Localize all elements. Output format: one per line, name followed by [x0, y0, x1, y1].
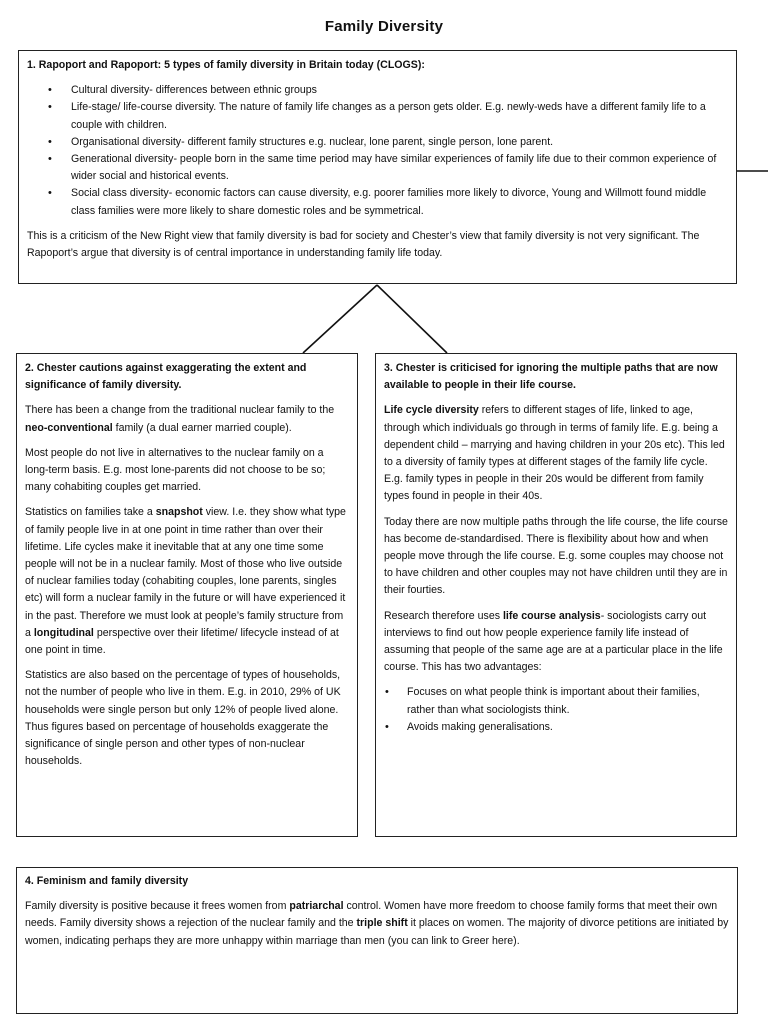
bullet-icon: • [48, 84, 52, 97]
box-paragraph: Research therefore uses life course analysis- sociologists carry out interviews to find out how people experience family life instead of assuming that people of the same age are at a particular place in the life course. This has two advantages: [384, 609, 723, 674]
connector-right-line [377, 285, 447, 353]
connector-left-line [303, 285, 377, 353]
box-paragraph: Most people do not live in alternatives to the nuclear family on a long-term basis. E.g. most lone-parents did not choose to be so; many cohabiting couples get married. [25, 446, 326, 494]
box-paragraph: Life cycle diversity refers to different stages of life, linked to age, through which individuals go through in terms of family life. E.g. being a dependent child – marrying and having children in your 20s etc). This led to a diversity of family types at different stages of the family life cycle. E.g. family types in people in their 20s would be different from family types found in people in their 40s. [384, 404, 725, 503]
list-item: • Generational diversity- people born in the same time period may have similar experiences of family life due to their common experience of wider social and historical events. [48, 153, 717, 183]
bullet-icon: • [48, 101, 52, 114]
bullet-icon: • [48, 187, 52, 200]
box-feminism [16, 867, 738, 1014]
bullet-icon: • [385, 686, 389, 699]
list-item: • Life-stage/ life-course diversity. The nature of family life changes as a person gets older. E.g. newly-weds have a different family life to a couple with children. [48, 101, 706, 131]
bullet-icon: • [48, 135, 52, 148]
page-title: Family Diversity [324, 18, 444, 35]
list-item: • Organisational diversity- different family structures e.g. nuclear, lone parent, single person, lone parent. [27, 134, 728, 151]
box-heading: 3. Chester is criticised for ignoring the multiple paths that are now available to people in their life course. [384, 362, 718, 392]
box-paragraph: Today there are now multiple paths through the life course, the life course has become de-standardised. There is flexibility about how and when people move through the life course. E.g. some couples may choose not to have children and other couples may not have children until they are in their fourties. [384, 515, 728, 597]
box-heading: 2. Chester cautions against exaggerating the extent and significance of family diversity. [25, 362, 307, 392]
box-heading: 1. Rapoport and Rapoport: 5 types of family diversity in Britain today (CLOGS): [27, 59, 425, 71]
box-chester-cautions [16, 353, 358, 837]
box-chester-criticised [375, 353, 737, 837]
clogs-list [27, 82, 728, 220]
bullet-icon: • [48, 153, 52, 166]
box-rapoport [18, 50, 737, 284]
box-paragraph: Statistics on families take a snapshot view. I.e. they show what type of family people live in at one point in time rather than over their lifetime. Life cycles make it inevitable that at any one time some people will not be in a nuclear family. Most of those who live outside of nuclear families today (cohabiting couples, lone parents, singles etc) will form a nuclear family in the future or will have experienced it in the past. Therefore we must look at people’s family structure from a longitudinal perspective over their lifetime/ lifecycle instead of at one point in time. [25, 506, 346, 657]
box-paragraph: Family diversity is positive because it frees women from patriarchal control. Women have more freedom to choose family forms that meet their own needs. Family diversity shows a rejection of the nuclear family and the triple shift it places on women. The majority of divorce petitions are initiated by women, indicating perhaps they are more unhappy within marriage than men (you can link to Greer here). [25, 900, 729, 947]
box-paragraph: There has been a change from the traditional nuclear family to the neo-conventional family (a dual earner married couple). [25, 404, 335, 434]
list-item: • Social class diversity- economic factors can cause diversity, e.g. poorer families more likely to divorce, Young and Willmott found middle class families were more likely to share domestic roles and be symmetrical. [48, 187, 707, 217]
box-paragraph: Statistics are also based on the percentage of types of households, not the number of people who live in them. E.g. in 2010, 29% of UK households were single person but only 12% of people lived alone. Thus figures based on percentage of households exaggerate the significance of single person and other types of non-nuclear households. [25, 669, 341, 768]
list-item: • Cultural diversity- differences between ethnic groups [27, 82, 728, 99]
box-paragraph: This is a criticism of the New Right view that family diversity is bad for society and Chester’s view that family diversity is not very significant. The Rapoport’s argue that diversity is of central importance in understanding family life today. [27, 229, 700, 260]
bullet-icon: • [385, 720, 389, 733]
box-heading: 4. Feminism and family diversity [25, 875, 189, 887]
advantages-list [384, 684, 728, 736]
list-item: • Avoids making generalisations. [384, 719, 728, 736]
list-item: • Focuses on what people think is important about their families, rather than what sociologists think. [385, 686, 700, 716]
